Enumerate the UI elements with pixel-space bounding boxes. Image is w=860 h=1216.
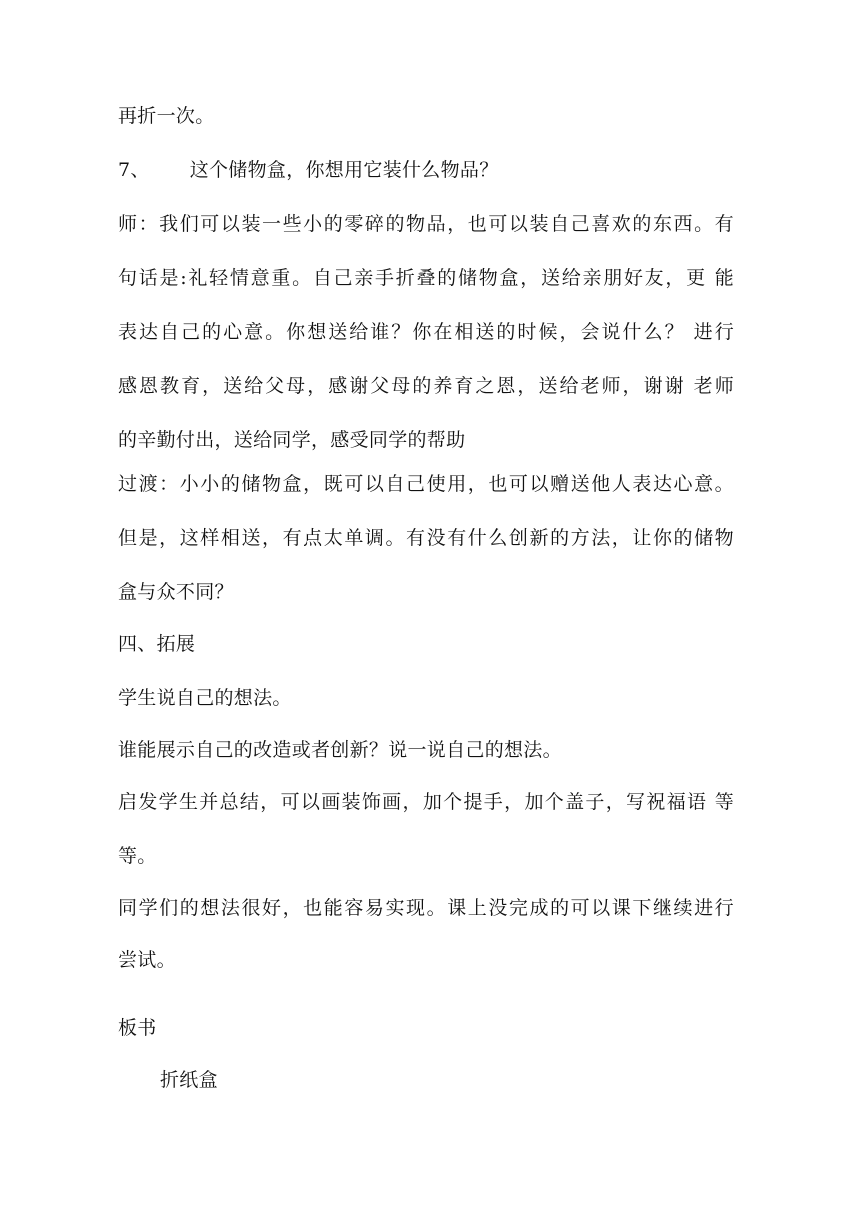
text-line: 谁能展示自己的改造或者创新？说一说自己的想法。: [118, 739, 562, 761]
text-line: 盒与众不同？: [118, 581, 234, 603]
section-heading: 四、拓展: [118, 633, 196, 655]
text-line: 启发学生并总结，可以画装饰画，加个提手，加个盖子，写祝福语 等: [118, 791, 734, 813]
text-line: 感恩教育，送给父母，感谢父母的养育之恩，送给老师，谢谢 老师: [118, 375, 734, 397]
board-item: 折纸盒: [160, 1069, 218, 1091]
text-line: 表达自己的心意。你想送给谁？你在相送的时候，会说什么？ 进行: [118, 321, 734, 343]
text-line: 但是，这样相送，有点太单调。有没有什么创新的方法，让你的储物: [118, 527, 734, 549]
question-text: 这个储物盒，你想用它装什么物品？: [189, 159, 499, 181]
text-line: 再折一次。: [118, 105, 215, 127]
text-line: 同学们的想法很好，也能容易实现。课上没完成的可以课下继续进行: [118, 897, 734, 919]
numbered-question: [118, 158, 499, 182]
text-line: 尝试。: [118, 949, 176, 971]
text-line: 句话是:礼轻情意重。自己亲手折叠的储物盒，送给亲朋好友，更 能: [118, 267, 734, 289]
text-line: 师：我们可以装一些小的零碎的物品，也可以装自己喜欢的东西。有: [118, 213, 734, 235]
text-line: 等。: [118, 845, 157, 867]
board-heading: 板书: [118, 1017, 157, 1039]
text-line: 学生说自己的想法。: [118, 687, 292, 709]
item-number: 7、: [118, 159, 150, 181]
text-line: 过渡：小小的储物盒，既可以自己使用，也可以赠送他人表达心意。: [118, 473, 734, 495]
text-line: 的辛勤付出，送给同学，感受同学的帮助: [118, 429, 466, 451]
